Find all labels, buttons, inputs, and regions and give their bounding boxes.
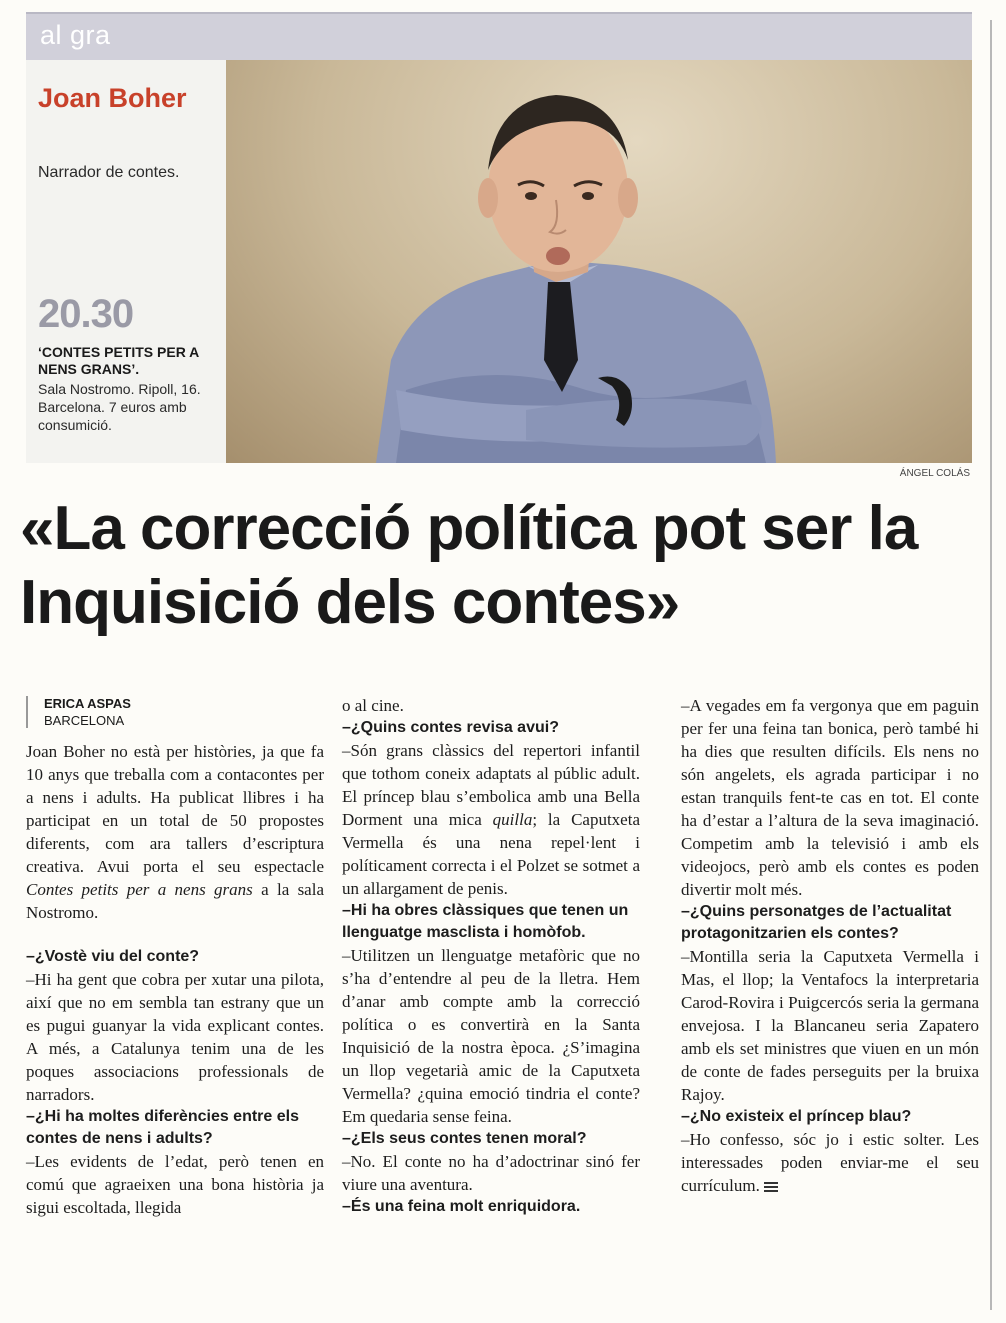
interview-answer: –No. El conte no ha d’adoctrinar sinó fer viure una aventura. <box>342 1152 640 1194</box>
answer-text: –Són grans clàssics del repertori infantil que tothom coneix adaptats al públic adult. El príncep blau s’embolica amb una Bella Dorment una mica <box>342 741 640 829</box>
byline-city: BARCELONA <box>44 713 125 728</box>
event-venue: Sala Nostromo. Ripoll, 16. Barcelona. 7 euros amb consumició. <box>38 381 201 433</box>
event-title: ‘CONTES PETITS PER A NENS GRANS’. <box>38 344 199 377</box>
section-header <box>26 12 972 60</box>
interview-question: –Hi ha obres clàssiques que tenen un llenguatge masclista i homòfob. <box>342 902 629 941</box>
profile-sidebar <box>26 60 226 463</box>
interview-answer: –Les evidents de l’edat, però tenen en comú que agraeixen una bona història ja sigui escoltada, llegida <box>26 1152 324 1217</box>
article-column-3 <box>681 694 979 1197</box>
end-of-article-icon <box>764 1182 778 1192</box>
interview-answer: –Montilla seria la Caputxeta Vermella i Mas, el llop; la Ventafocs la interpretaria Carod-Rovira i Puigcercós seria la germana envejosa. I la Blancaneu seria Zapatero amb els set ministres que viuen en un món de conte de fades perseguits per la bruixa Rajoy. <box>681 947 979 1104</box>
interview-question: –¿Quins personatges de l’actualitat protagonitzarien els contes? <box>681 903 952 942</box>
interview-answer: –Utilitzen un llenguatge metafòric que no s’ha d’entendre al peu de la lletra. Hem d’anar amb compte amb la correcció política o es convertirà en la Santa Inquisició de la nostra època. ¿S’imagina un llop vegetarià amic de la Caputxeta Vermella? ¿quina emoció tindria el conte? Em quedaria sense feina. <box>342 946 640 1126</box>
interview-answer-continued: o al cine. <box>342 696 404 715</box>
intro-text-end: a la sala Nostromo. <box>26 880 324 922</box>
interview-answer-final <box>681 1128 979 1197</box>
interview-answer <box>342 739 640 900</box>
interview-question: –És una feina molt enriquidora. <box>342 1198 581 1215</box>
interview-question: –¿Quins contes revisa avui? <box>342 719 559 736</box>
article-column-1 <box>26 740 324 1219</box>
answer-italic: quilla <box>492 810 533 829</box>
portrait-photo <box>226 60 972 463</box>
portrait-illustration <box>226 60 972 463</box>
article-column-2 <box>342 694 640 1218</box>
final-answer-text: –Ho confesso, sóc jo i estic solter. Les interessades poden enviar-me el seu currículum. <box>681 1130 979 1195</box>
photo-credit: ÁNGEL COLÁS <box>899 468 970 479</box>
interview-question: –¿Vostè viu del conte? <box>26 948 200 965</box>
byline <box>26 696 131 728</box>
article-intro <box>26 740 324 924</box>
page-edge-divider <box>990 20 992 1310</box>
answer-text-end: ; la Caputxeta Vermella és una nena repel·lent i políticament correcta i el Polzet se sotmet a un allargament de penis. <box>342 810 640 898</box>
byline-author: ERICA ASPAS <box>44 696 131 711</box>
interview-question: –¿Els seus contes tenen moral? <box>342 1130 587 1147</box>
intro-text: Joan Boher no està per històries, ja que fa 10 anys que treballa com a contacontes per a nens i adults. Ha publicat llibres i ha participat en un total de 50 propostes diferents, com ara tallers d’escriptura creativa. Avui porta el seu espectacle <box>26 742 324 876</box>
person-name: Joan Boher <box>38 83 187 113</box>
interview-question: –¿No existeix el príncep blau? <box>681 1108 912 1125</box>
interview-question: –¿Hi ha moltes diferències entre els contes de nens i adults? <box>26 1108 299 1147</box>
show-title-italic: Contes petits per a nens grans <box>26 880 253 899</box>
event-time: 20.30 <box>38 292 134 336</box>
headline: «La correcció política pot ser la Inquisició dels contes» <box>20 494 918 637</box>
section-label: al gra <box>40 20 111 50</box>
person-role: Narrador de contes. <box>38 164 180 181</box>
interview-answer: –Hi ha gent que cobra per xutar una pilota, així que no em sembla tan estrany que un es pugui guanyar la vida explicant contes. A més, a Catalunya tenim una de les poques associacions professionals de narradors. <box>26 970 324 1104</box>
interview-answer: –A vegades em fa vergonya que em paguin per fer una feina tan bonica, però també hi ha dies que resulten difícils. Els nens no són angelets, els agrada participar i no estan tranquils fent-te cas en tot. El conte ha d’estar a l’altura de la seva imaginació. Competim amb la televisió i amb els videojocs, però amb els contes es poden divertir molt més. <box>681 696 979 899</box>
